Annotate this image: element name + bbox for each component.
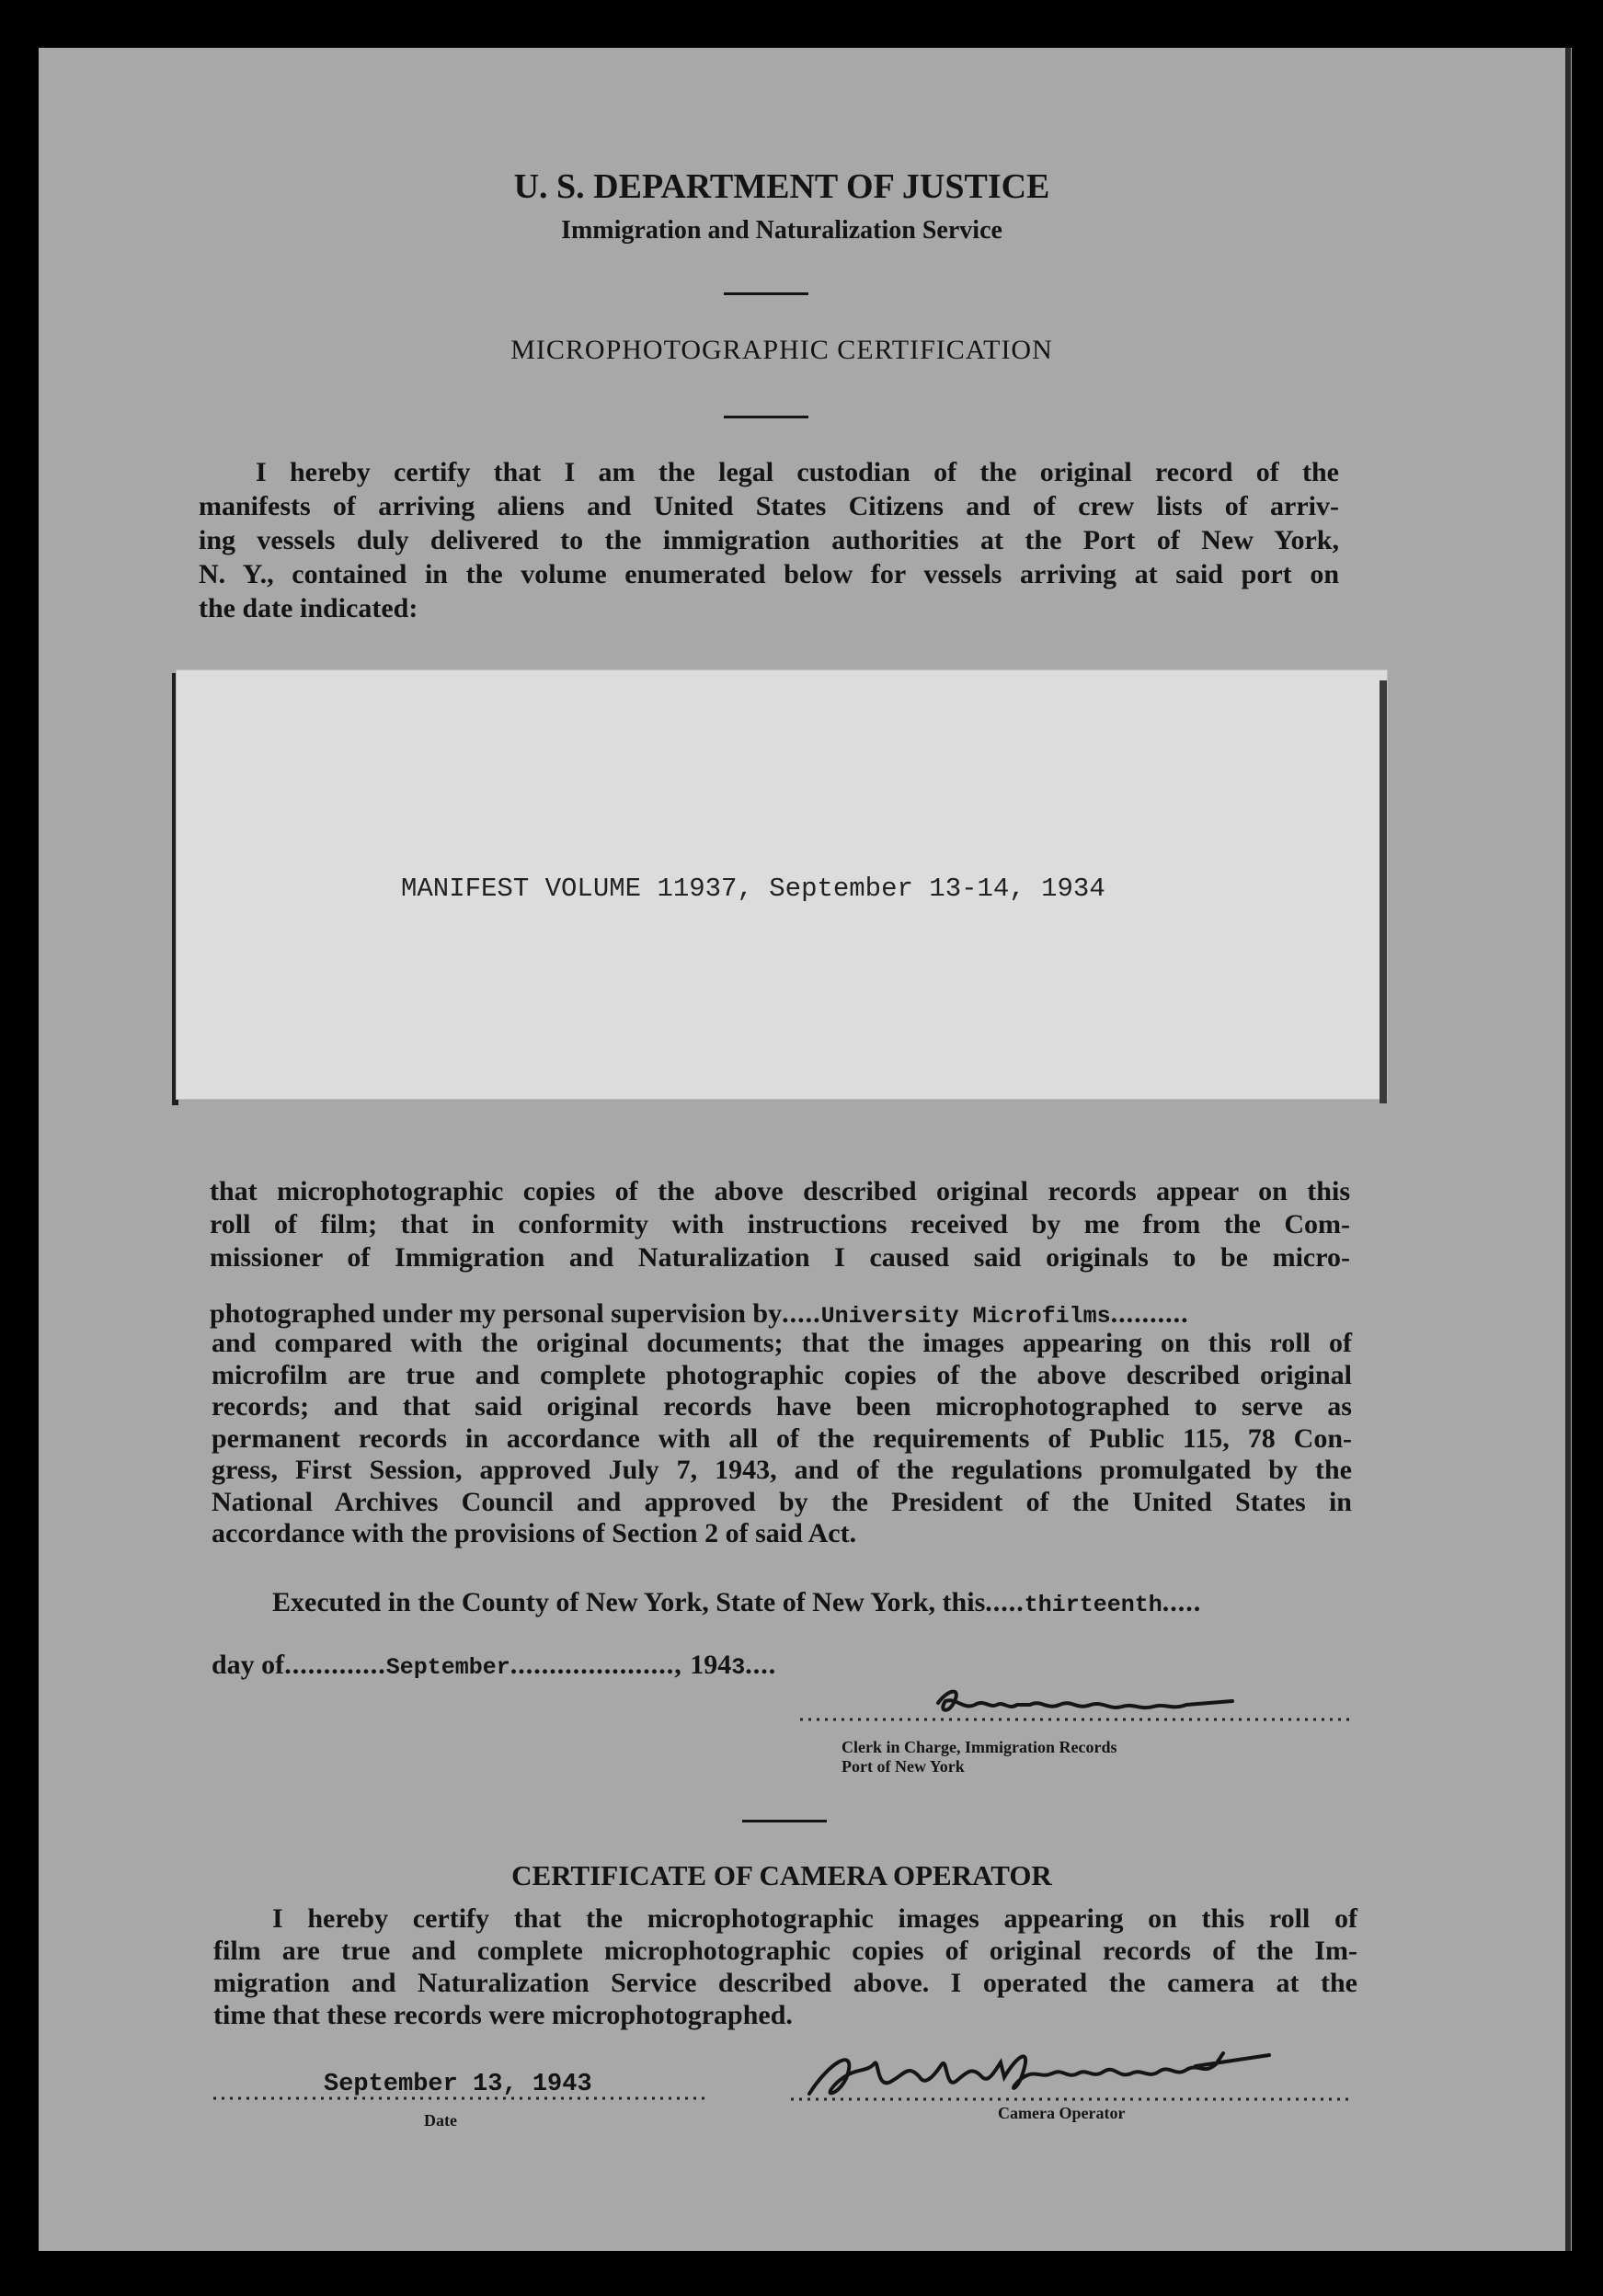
section-divider xyxy=(742,1820,827,1822)
date-label: Date xyxy=(424,2111,457,2130)
leader-dots: ..... xyxy=(985,1587,1025,1617)
camera-line: time that these records were microphotographed. xyxy=(213,2000,793,2030)
camera-line: I hereby certify that the microphotographic images appearing on this roll of xyxy=(272,1903,1357,1934)
body-line: gress, First Session, approved July 7, 1943, and of the regulations promulgated by the xyxy=(212,1455,1352,1485)
intro-paragraph xyxy=(199,455,1339,625)
leader-dots: ..... xyxy=(1162,1587,1202,1617)
manifest-volume-text: MANIFEST VOLUME 11937, September 13-14, 1934 xyxy=(401,874,1105,904)
card-shadow-right xyxy=(1380,680,1387,1103)
day-of-line xyxy=(212,1651,776,1679)
execution-year-prefix: 194 xyxy=(690,1650,732,1680)
leader-dots: ..... xyxy=(782,1298,821,1329)
camera-line: migration and Naturalization Service described above. I operated the camera at the xyxy=(213,1968,1357,1998)
day-of-label: day of xyxy=(212,1650,285,1680)
body-line: that microphotographic copies of the above described original records appear on this xyxy=(210,1176,1350,1206)
body-line: records; and that said original records have been microphotographed to serve as xyxy=(212,1391,1352,1422)
clerk-title-line2: Port of New York xyxy=(842,1757,965,1776)
intro-line: N. Y., contained in the volume enumerated below for vessels arriving at said port on xyxy=(199,559,1339,589)
leader-dots: .... xyxy=(745,1650,777,1680)
intro-line: the date indicated: xyxy=(199,593,418,623)
leader-dots: ............. xyxy=(284,1650,386,1680)
agency-title: U. S. DEPARTMENT OF JUSTICE xyxy=(513,167,1050,206)
execution-line xyxy=(272,1589,1201,1616)
execution-year-suffix: 3 xyxy=(731,1654,746,1681)
camera-operator-signature xyxy=(791,2037,1361,2110)
supervision-line xyxy=(210,1300,1350,1328)
camera-line: film are true and complete microphotographic copies of original records of the Im- xyxy=(213,1936,1357,1966)
title-divider xyxy=(724,416,808,418)
intro-line: ing vessels duly delivered to the immigration authorities at the Port of New York, xyxy=(199,525,1339,555)
body-line: roll of film; that in conformity with instructions received by me from the Com- xyxy=(210,1209,1350,1239)
sheet-edge xyxy=(1565,48,1571,2251)
intro-line: manifests of arriving aliens and United States Citizens and of crew lists of arriv- xyxy=(199,491,1339,521)
leader-dots: ....................., xyxy=(510,1650,691,1680)
camera-title: CERTIFICATE OF CAMERA OPERATOR xyxy=(511,1859,1052,1891)
supervision-value: University Microfilms xyxy=(820,1303,1111,1330)
camera-date-value: September 13, 1943 xyxy=(324,2071,592,2098)
date-dotted-line xyxy=(213,2095,710,2102)
body-line: permanent records in accordance with all of the requirements of Public 115, 78 Con- xyxy=(212,1422,1352,1454)
camera-paragraph xyxy=(213,1902,1357,2031)
body-line: accordance with the provisions of Section 2 of said Act. xyxy=(212,1518,857,1548)
body-line: and compared with the original documents; that the images appearing on this roll of xyxy=(212,1328,1352,1358)
body-line: missioner of Immigration and Naturalization I caused said originals to be micro- xyxy=(210,1242,1350,1273)
header-divider xyxy=(724,292,808,295)
service-subtitle: Immigration and Naturalization Service xyxy=(561,216,1002,245)
execution-prefix: Executed in the County of New York, State of New York, this xyxy=(272,1587,986,1617)
body-line: National Archives Council and approved by the President of the United States in xyxy=(212,1486,1352,1517)
intro-line: I hereby certify that I am the legal custodian of the original record of the xyxy=(256,457,1339,487)
execution-day: thirteenth xyxy=(1024,1592,1162,1618)
leader-dots: .......... xyxy=(1110,1298,1189,1329)
execution-month: September xyxy=(385,1654,510,1681)
body-line: microfilm are true and complete photographic copies of the above described original xyxy=(212,1359,1352,1390)
clerk-signature xyxy=(800,1673,1361,1729)
form-title: MICROPHOTOGRAPHIC CERTIFICATION xyxy=(510,335,1053,365)
clerk-title-line1: Clerk in Charge, Immigration Records xyxy=(842,1738,1117,1756)
body-paragraph-b xyxy=(212,1328,1352,1550)
body-paragraph-a xyxy=(210,1175,1350,1274)
camera-operator-label: Camera Operator xyxy=(998,2104,1126,2122)
supervision-prefix: photographed under my personal supervision by xyxy=(210,1298,783,1329)
